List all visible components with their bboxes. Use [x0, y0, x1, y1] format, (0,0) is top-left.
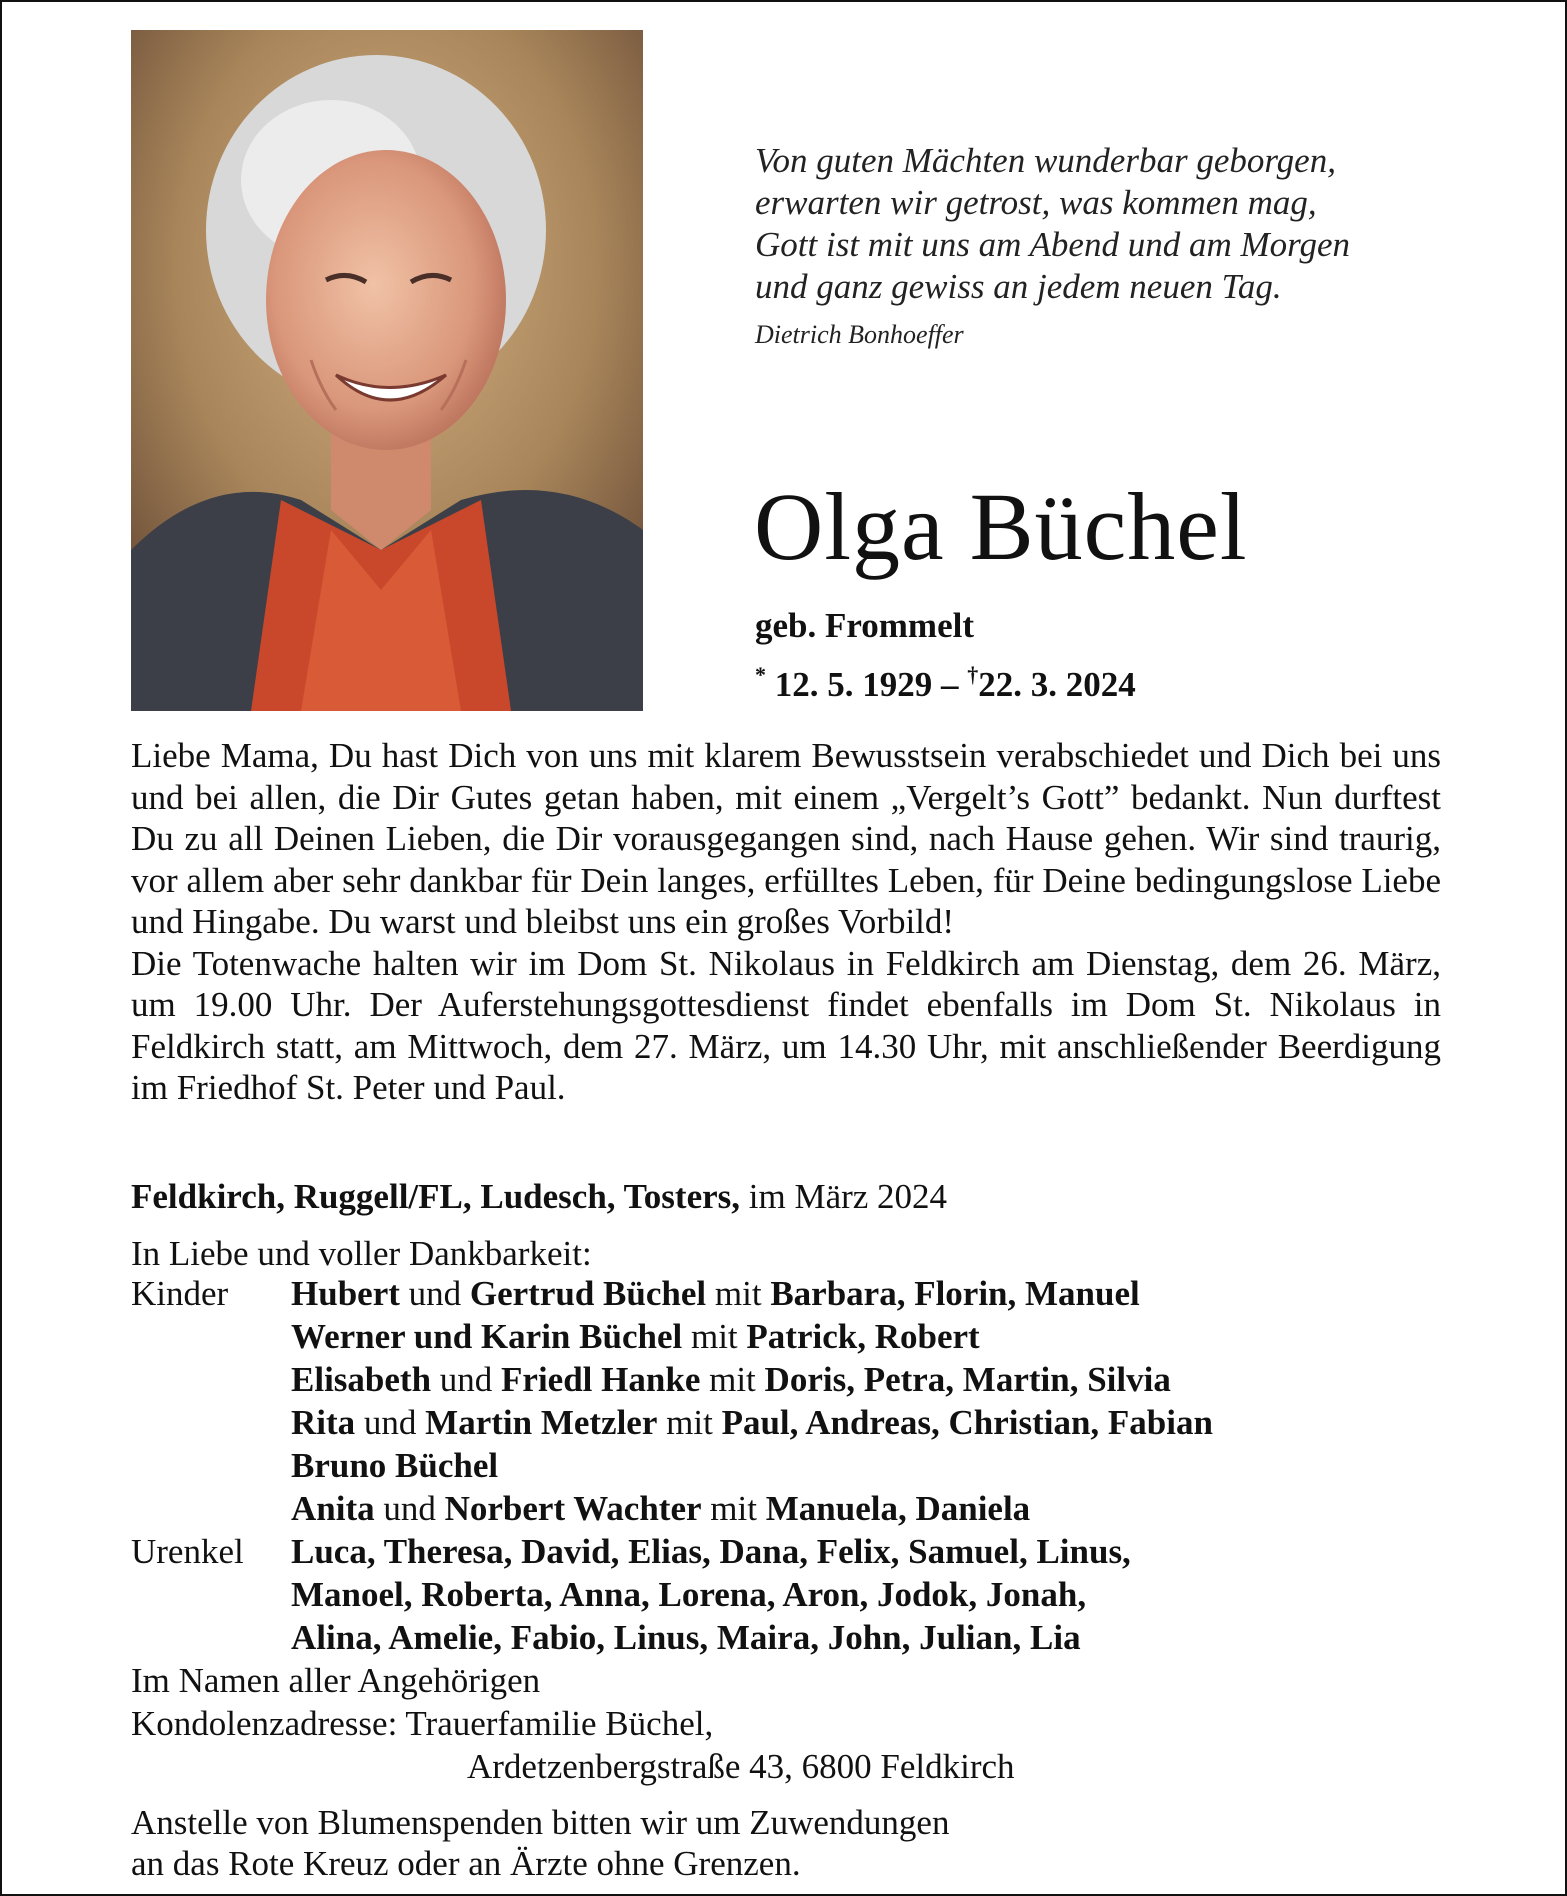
conjunction: mit — [709, 1360, 756, 1399]
conjunction: mit — [666, 1403, 713, 1442]
partner-name: Martin Metzler — [425, 1403, 658, 1442]
parent-name: Bruno Büchel — [291, 1446, 499, 1485]
partner-name: Friedl Hanke — [501, 1360, 701, 1399]
great-grandchildren-line — [291, 1575, 1086, 1615]
places-list: Feldkirch, Ruggell/FL, Ludesch, Tosters, — [131, 1177, 741, 1216]
closing-line: Im Namen aller Angehörigen — [131, 1661, 541, 1700]
life-dates — [755, 662, 1136, 705]
condolence-address: Ardetzenbergstraße 43, 6800 Feldkirch — [467, 1747, 1015, 1786]
birth-symbol: * — [755, 662, 766, 687]
places-date: im März 2024 — [748, 1177, 948, 1216]
parent-name: Werner und Karin Büchel — [291, 1317, 683, 1356]
donation-note — [131, 1802, 1231, 1884]
quote-line: und ganz gewiss an jedem neuen Tag. — [755, 267, 1282, 306]
quote-line: erwarten wir getrost, was kommen mag, — [755, 183, 1317, 222]
great-grandchildren-names: Manoel, Roberta, Anna, Lorena, Aron, Jodok, Jonah, — [291, 1575, 1087, 1614]
conjunction: und — [363, 1403, 417, 1442]
grandchildren-names: Barbara, Florin, Manuel — [770, 1274, 1140, 1313]
bible-quote — [755, 140, 1495, 308]
conjunction: mit — [714, 1274, 762, 1313]
date-separator: – — [941, 665, 959, 704]
partner-name: Norbert Wachter — [444, 1489, 702, 1528]
farewell-paragraph: Liebe Mama, Du hast Dich von uns mit klarem Bewusstsein verabschiedet und Dich bei uns und bei allen, die Dir Gutes getan haben, mit einem „Vergelt’s Gott” bedankt. Nun durftest Du zu all Deinen Lieben, die Dir vorausgegangen sind, nach Hause gehen. Wir sind traurig, vor allem aber sehr dankbar für Dein langes, erfülltes Leben, für Deine bedingungslose Liebe und Hingabe. Du warst und bleibst uns ein großes Vorbild! — [131, 736, 1441, 941]
family-line — [291, 1317, 980, 1357]
portrait-illustration — [131, 30, 643, 711]
grandchildren-names: Doris, Petra, Martin, Silvia — [764, 1360, 1171, 1399]
parent-name: Rita — [291, 1403, 356, 1442]
donation-line: Anstelle von Blumenspenden bitten wir um Zuwendungen — [131, 1803, 950, 1842]
great-grandchildren-line — [291, 1532, 1131, 1572]
birth-name: geb. Frommelt — [755, 606, 975, 645]
quote-line: Von guten Mächten wunderbar geborgen, — [755, 141, 1336, 180]
great-grandchildren-line — [291, 1618, 1081, 1658]
grandchildren-names: Paul, Andreas, Christian, Fabian — [721, 1403, 1213, 1442]
grandchildren-names: Patrick, Robert — [746, 1317, 980, 1356]
family-line — [291, 1403, 1213, 1443]
family-line — [291, 1446, 498, 1486]
kinder-label: Kinder — [131, 1274, 229, 1313]
portrait-photo — [131, 30, 643, 711]
parent-name: Hubert — [291, 1274, 400, 1313]
quote-line: Gott ist mit uns am Abend und am Morgen — [755, 225, 1350, 264]
conjunction: mit — [710, 1489, 757, 1528]
great-grandchildren-names: Luca, Theresa, David, Elias, Dana, Felix, Samuel, Linus, — [291, 1532, 1131, 1571]
death-date: 22. 3. 2024 — [978, 665, 1136, 704]
family-line — [291, 1489, 1030, 1529]
family-intro: In Liebe und voller Dankbarkeit: — [131, 1234, 592, 1273]
quote-author: Dietrich Bonhoeffer — [755, 320, 964, 349]
family-line — [291, 1360, 1171, 1400]
parent-name: Elisabeth — [291, 1360, 432, 1399]
urenkel-label: Urenkel — [131, 1532, 244, 1571]
deceased-name: Olga Büchel — [754, 473, 1248, 580]
death-symbol: † — [967, 662, 979, 687]
parent-name: Anita — [291, 1489, 375, 1528]
grandchildren-names: Manuela, Daniela — [765, 1489, 1031, 1528]
birth-date: 12. 5. 1929 — [774, 665, 933, 704]
partner-name: Gertrud Büchel — [469, 1274, 707, 1313]
conjunction: mit — [690, 1317, 738, 1356]
places-line — [131, 1177, 947, 1217]
conjunction: und — [383, 1489, 436, 1528]
obituary-text — [131, 735, 1441, 1109]
condolence-label: Kondolenzadresse: Trauerfamilie Büchel, — [131, 1704, 714, 1743]
service-paragraph: Die Totenwache halten wir im Dom St. Nikolaus in Feldkirch am Dienstag, dem 26. März, um 19.00 Uhr. Der Auferstehungsgottesdienst findet ebenfalls im Dom St. Nikolaus in Feldkirch statt, am Mittwoch, dem 27. März, um 14.30 Uhr, mit anschließender Beerdigung im Friedhof St. Peter und Paul. — [131, 943, 1441, 1107]
donation-line: an das Rote Kreuz oder an Ärzte ohne Grenzen. — [131, 1844, 801, 1883]
conjunction: und — [408, 1274, 462, 1313]
great-grandchildren-names: Alina, Amelie, Fabio, Linus, Maira, John, Julian, Lia — [291, 1618, 1081, 1657]
conjunction: und — [439, 1360, 493, 1399]
family-line — [291, 1274, 1140, 1314]
